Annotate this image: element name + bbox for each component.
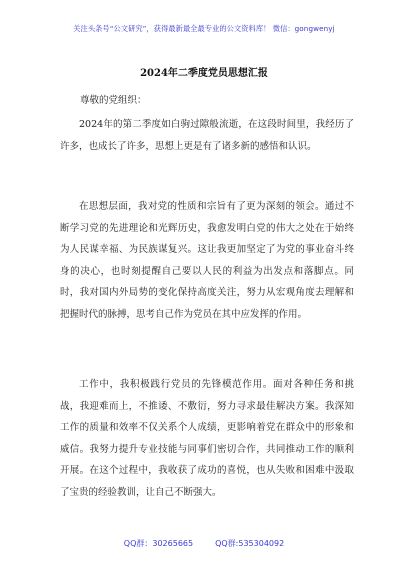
paragraph-work: 工作中，我积极践行党员的先锋模范作用。面对各种任务和挑战，我迎难而上，不推诿、不敷衍，努力寻求最佳解决方案。我深知工作的质量和效率不仅关系个人成绩，更影响着党在群众中的形象和威信。我努力提升专业技能与同事们密切合作，共同推动工作的顺利开展。在这个过程中，我收获了成功的喜悦，也从失败和困难中汲取了宝贵的经验教训，让自己不断强大。 [60,379,354,498]
document-title: 2024年二季度党员思想汇报 [140,68,268,79]
qq-group-1: QQ群：30265665 [123,539,194,548]
paragraph-intro: 2024年的第二季度如白驹过隙般流逝，在这段时间里，我经历了许多，也成长了许多，思想上更是有了诸多新的感悟和认识。 [60,119,354,152]
promo-banner: 关注头条号“公文研究”，获得最新最全最专业的公文资料库！ 微信：gongwenyj [73,24,335,33]
footer-qq-groups [0,538,408,549]
qq-group-2: QQ群:535304092 [215,539,285,548]
salutation: 尊敬的党组织： [80,95,147,106]
paragraph-ideology: 在思想层面，我对党的性质和宗旨有了更为深刻的领会。通过不断学习党的先进理论和光辉历史，我愈发明白党的伟大之处在于始终为人民谋幸福、为民族谋复兴。这让我更加坚定了为党的事业奋斗终身的决心，也时刻提醒自己要以人民的利益为出发点和落脚点。同时，我对国内外局势的变化保持高度关注，努力从宏观角度去理解和把握时代的脉搏，思考自己作为党员在其中应发挥的作用。 [60,201,354,320]
